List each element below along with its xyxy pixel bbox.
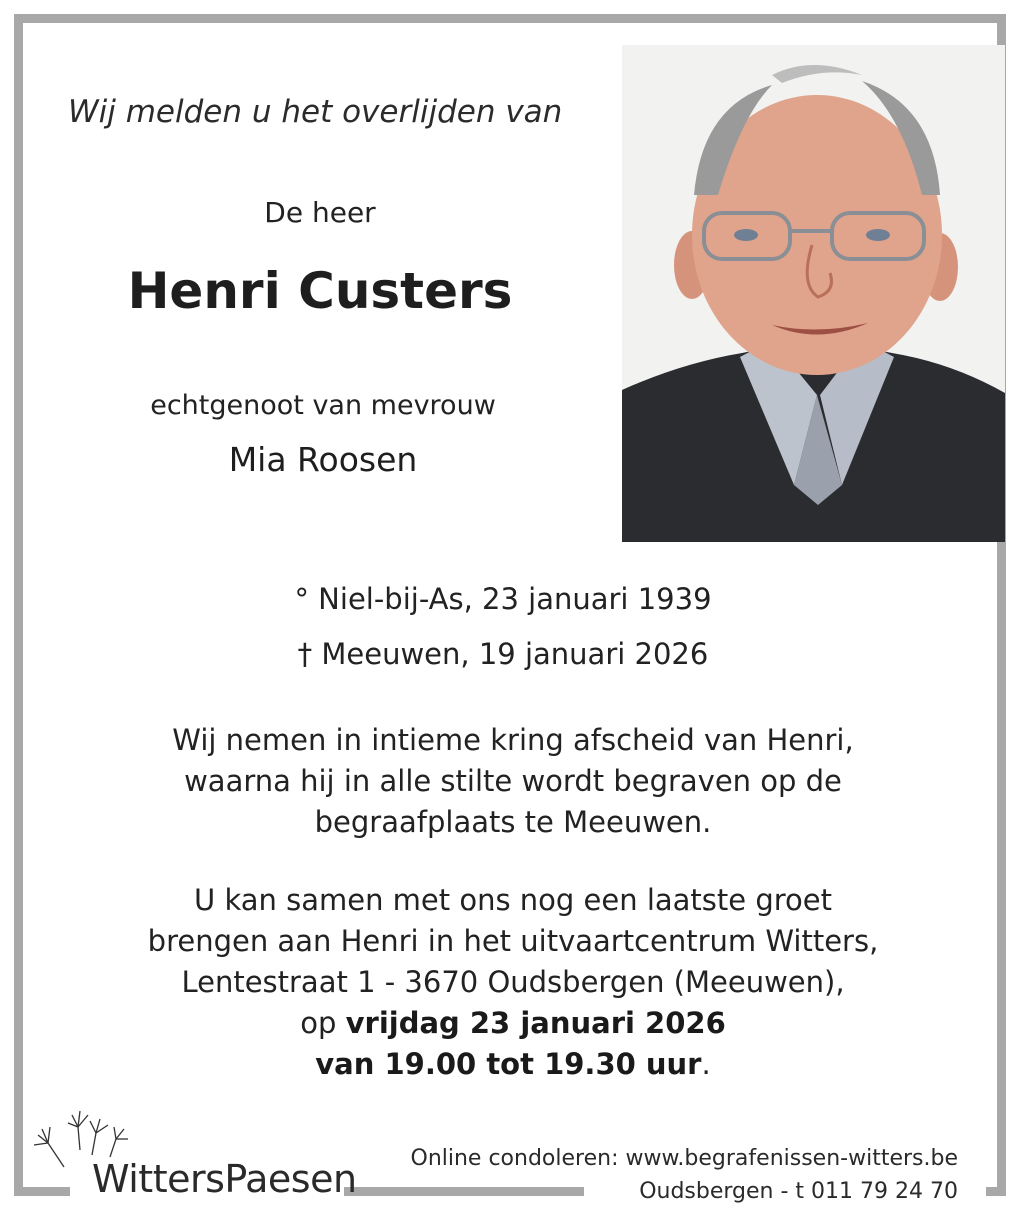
frame-bottom-border [986,1187,1006,1196]
farewell-line: begraafplaats te Meeuwen. [314,805,712,839]
deceased-name: Henri Custers [127,262,513,320]
announcement-text: Wij melden u het overlijden van [68,94,563,130]
visitation-line: brengen aan Henri in het uitvaartcentrum Witters, [147,924,879,958]
portrait-photo [622,45,1005,542]
brand-name: WittersPaesen [92,1157,357,1201]
spouse-name: Mia Roosen [228,440,418,479]
frame-top-border [14,14,1006,23]
date-prefix: op [300,1006,346,1040]
deceased-prefix: De heer [264,196,376,229]
online-condolence-link[interactable]: Online condoleren: www.begrafenissen-witters.be [410,1146,958,1171]
contact-phone: Oudsbergen - t 011 79 24 70 [639,1179,958,1204]
brand-logo [30,1105,357,1201]
time-end-punctuation: . [701,1047,711,1081]
visitation-time-line [0,1044,1026,1085]
visitation-time: van 19.00 tot 19.30 uur [315,1047,702,1081]
visitation-paragraph [0,880,1026,1085]
birth-line: ° Niel-bij-As, 23 januari 1939 [294,582,712,616]
visitation-line: U kan samen met ons nog een laatste groet [194,883,832,917]
spouse-intro: echtgenoot van mevrouw [150,390,496,421]
visitation-date-line [0,1003,1026,1044]
death-line: † Meeuwen, 19 januari 2026 [297,637,709,671]
frame-bottom-border [344,1187,584,1196]
farewell-paragraph [0,720,1026,843]
farewell-line: Wij nemen in intieme kring afscheid van Henri, [172,723,854,757]
visitation-date: vrijdag 23 januari 2026 [345,1006,726,1040]
visitation-address: Lentestraat 1 - 3670 Oudsbergen (Meeuwen), [181,965,845,999]
farewell-line: waarna hij in alle stilte wordt begraven op de [184,764,842,798]
